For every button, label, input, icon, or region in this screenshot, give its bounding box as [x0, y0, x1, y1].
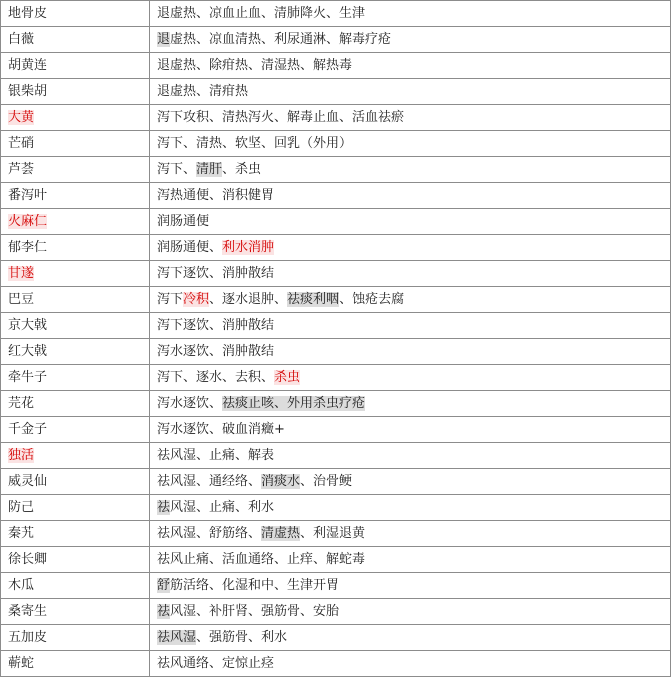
- cell-text: 虚热、凉血清热、利尿通淋、解毒疗疮: [170, 32, 392, 47]
- cell-text: 祛风湿、通经络、: [157, 474, 262, 489]
- herb-effect-cell: [150, 365, 671, 391]
- cell-text: 番泻叶: [8, 188, 48, 203]
- table-row: [1, 469, 671, 495]
- highlighted-text: 大黄: [8, 110, 35, 125]
- herb-name-cell: [1, 261, 150, 287]
- cell-text: 泻下逐饮、消肿散结: [157, 266, 275, 281]
- cell-text: 润肠通便: [157, 214, 210, 229]
- herb-name-cell: [1, 417, 150, 443]
- table-row: [1, 131, 671, 157]
- table-row: [1, 27, 671, 53]
- cell-text: 徐长卿: [8, 552, 48, 567]
- table-row: [1, 235, 671, 261]
- herb-effect-cell: [150, 313, 671, 339]
- herb-name-cell: [1, 443, 150, 469]
- cell-text: 风湿、止痛、利水: [170, 500, 275, 515]
- cell-text: 蕲蛇: [8, 656, 35, 671]
- cell-text: 、逐水退肿、: [209, 292, 288, 307]
- herb-name-cell: [1, 469, 150, 495]
- cell-text: 泻下、清热、软坚、回乳（外用）: [157, 136, 353, 151]
- table-row: [1, 417, 671, 443]
- herb-effect-cell: [150, 417, 671, 443]
- cell-text: 泻水逐饮、破血消癥+: [157, 422, 285, 437]
- cell-text: 退虚热、凉血止血、清肺降火、生津: [157, 6, 366, 21]
- highlighted-text: 清肝: [196, 162, 223, 177]
- herb-effect-cell: [150, 209, 671, 235]
- cell-text: 芫花: [8, 396, 35, 411]
- herb-effect-cell: [150, 625, 671, 651]
- herb-name-cell: [1, 27, 150, 53]
- cell-text: 千金子: [8, 422, 48, 437]
- herb-effect-cell: [150, 651, 671, 677]
- table-row: [1, 209, 671, 235]
- table-row: [1, 443, 671, 469]
- cell-text: 芦荟: [8, 162, 35, 177]
- table-row: [1, 599, 671, 625]
- cell-text: 、治骨鲠: [300, 474, 353, 489]
- table-row: [1, 1, 671, 27]
- cell-text: 泻水逐饮、: [157, 396, 223, 411]
- cell-text: 威灵仙: [8, 474, 48, 489]
- table-row: [1, 79, 671, 105]
- herb-effect-cell: [150, 79, 671, 105]
- table-row: [1, 339, 671, 365]
- cell-text: 五加皮: [8, 630, 48, 645]
- herb-name-cell: [1, 625, 150, 651]
- herb-name-cell: [1, 287, 150, 313]
- cell-text: 润肠通便、: [157, 240, 223, 255]
- herb-name-cell: [1, 1, 150, 27]
- herb-effect-cell: [150, 599, 671, 625]
- herb-name-cell: [1, 209, 150, 235]
- table-row: [1, 183, 671, 209]
- table-row: [1, 157, 671, 183]
- herb-effect-cell: [150, 339, 671, 365]
- herb-name-cell: [1, 105, 150, 131]
- herb-name-cell: [1, 79, 150, 105]
- cell-text: 芒硝: [8, 136, 35, 151]
- table-row: [1, 53, 671, 79]
- cell-text: 、强筋骨、利水: [196, 630, 288, 645]
- highlighted-text: 祛痰利咽: [287, 292, 340, 307]
- highlighted-text: 独活: [8, 448, 35, 463]
- herb-effect-cell: [150, 547, 671, 573]
- cell-text: 郁李仁: [8, 240, 48, 255]
- highlighted-text: 冷积: [183, 292, 210, 307]
- herb-name-cell: [1, 53, 150, 79]
- herb-name-cell: [1, 599, 150, 625]
- highlighted-text: 利水消肿: [222, 240, 275, 255]
- table-row: [1, 365, 671, 391]
- herb-effect-cell: [150, 443, 671, 469]
- cell-text: 泻下逐饮、消肿散结: [157, 318, 275, 333]
- herb-name-cell: [1, 313, 150, 339]
- cell-text: 祛风通络、定惊止痉: [157, 656, 275, 671]
- cell-text: 风湿、补肝肾、强筋骨、安胎: [170, 604, 340, 619]
- cell-text: 祛风湿、舒筋络、: [157, 526, 262, 541]
- table-row: [1, 391, 671, 417]
- table-row: [1, 651, 671, 677]
- herb-effect-cell: [150, 53, 671, 79]
- highlighted-text: 火麻仁: [8, 214, 48, 229]
- cell-text: 银柴胡: [8, 84, 48, 99]
- cell-text: 泻下、逐水、去积、: [157, 370, 275, 385]
- herb-table-body: [1, 1, 671, 677]
- highlighted-text: 祛痰止咳、外用杀虫疗疮: [222, 396, 366, 411]
- herb-effect-cell: [150, 495, 671, 521]
- cell-text: 红大戟: [8, 344, 48, 359]
- herb-effect-cell: [150, 157, 671, 183]
- herb-effect-cell: [150, 27, 671, 53]
- cell-text: 、利湿退黄: [300, 526, 366, 541]
- highlighted-text: 杀虫: [274, 370, 301, 385]
- herb-name-cell: [1, 547, 150, 573]
- herb-effect-cell: [150, 573, 671, 599]
- highlighted-text: 消痰水: [261, 474, 301, 489]
- cell-text: 退虚热、清疳热: [157, 84, 249, 99]
- table-row: [1, 313, 671, 339]
- cell-text: 京大戟: [8, 318, 48, 333]
- table-row: [1, 287, 671, 313]
- cell-text: 泻下、: [157, 162, 197, 177]
- cell-text: 泻热通便、消积健胃: [157, 188, 275, 203]
- herb-name-cell: [1, 573, 150, 599]
- cell-text: 白薇: [8, 32, 35, 47]
- cell-text: 泻下攻积、清热泻火、解毒止血、活血祛瘀: [157, 110, 405, 125]
- cell-text: 胡黄连: [8, 58, 48, 73]
- herb-effect-cell: [150, 521, 671, 547]
- herb-name-cell: [1, 235, 150, 261]
- cell-text: 筋活络、化湿和中、生津开胃: [170, 578, 340, 593]
- herb-name-cell: [1, 521, 150, 547]
- highlighted-text: 退: [157, 32, 171, 47]
- herb-name-cell: [1, 365, 150, 391]
- herb-name-cell: [1, 651, 150, 677]
- highlighted-text: 清虚热: [261, 526, 301, 541]
- table-row: [1, 547, 671, 573]
- herb-effect-cell: [150, 1, 671, 27]
- cell-text: 退虚热、除疳热、清湿热、解热毒: [157, 58, 353, 73]
- table-row: [1, 105, 671, 131]
- highlighted-text: 舒: [157, 578, 171, 593]
- herb-name-cell: [1, 495, 150, 521]
- cell-text: 祛风止痛、活血通络、止痒、解蛇毒: [157, 552, 366, 567]
- herb-name-cell: [1, 157, 150, 183]
- highlighted-text: 甘遂: [8, 266, 35, 281]
- table-row: [1, 261, 671, 287]
- cell-text: 防己: [8, 500, 35, 515]
- highlighted-text: 祛风湿: [157, 630, 197, 645]
- cell-text: 、杀虫: [222, 162, 262, 177]
- cell-text: 泻水逐饮、消肿散结: [157, 344, 275, 359]
- cell-text: 祛风湿、止痛、解表: [157, 448, 275, 463]
- table-row: [1, 625, 671, 651]
- table-row: [1, 573, 671, 599]
- herb-name-cell: [1, 391, 150, 417]
- herb-name-cell: [1, 339, 150, 365]
- table-row: [1, 495, 671, 521]
- cell-text: 地骨皮: [8, 6, 48, 21]
- herb-effect-cell: [150, 469, 671, 495]
- herb-effect-cell: [150, 261, 671, 287]
- herb-name-cell: [1, 131, 150, 157]
- cell-text: 桑寄生: [8, 604, 48, 619]
- herb-effect-cell: [150, 131, 671, 157]
- cell-text: 秦艽: [8, 526, 35, 541]
- cell-text: 牵牛子: [8, 370, 48, 385]
- cell-text: 、蚀疮去腐: [339, 292, 405, 307]
- cell-text: 泻下: [157, 292, 184, 307]
- highlighted-text: 祛: [157, 500, 171, 515]
- cell-text: 巴豆: [8, 292, 35, 307]
- cell-text: 木瓜: [8, 578, 35, 593]
- herb-effect-cell: [150, 235, 671, 261]
- herb-effect-cell: [150, 287, 671, 313]
- herb-effect-cell: [150, 391, 671, 417]
- herb-effect-cell: [150, 183, 671, 209]
- herb-name-cell: [1, 183, 150, 209]
- herb-effect-cell: [150, 105, 671, 131]
- table-row: [1, 521, 671, 547]
- highlighted-text: 祛: [157, 604, 171, 619]
